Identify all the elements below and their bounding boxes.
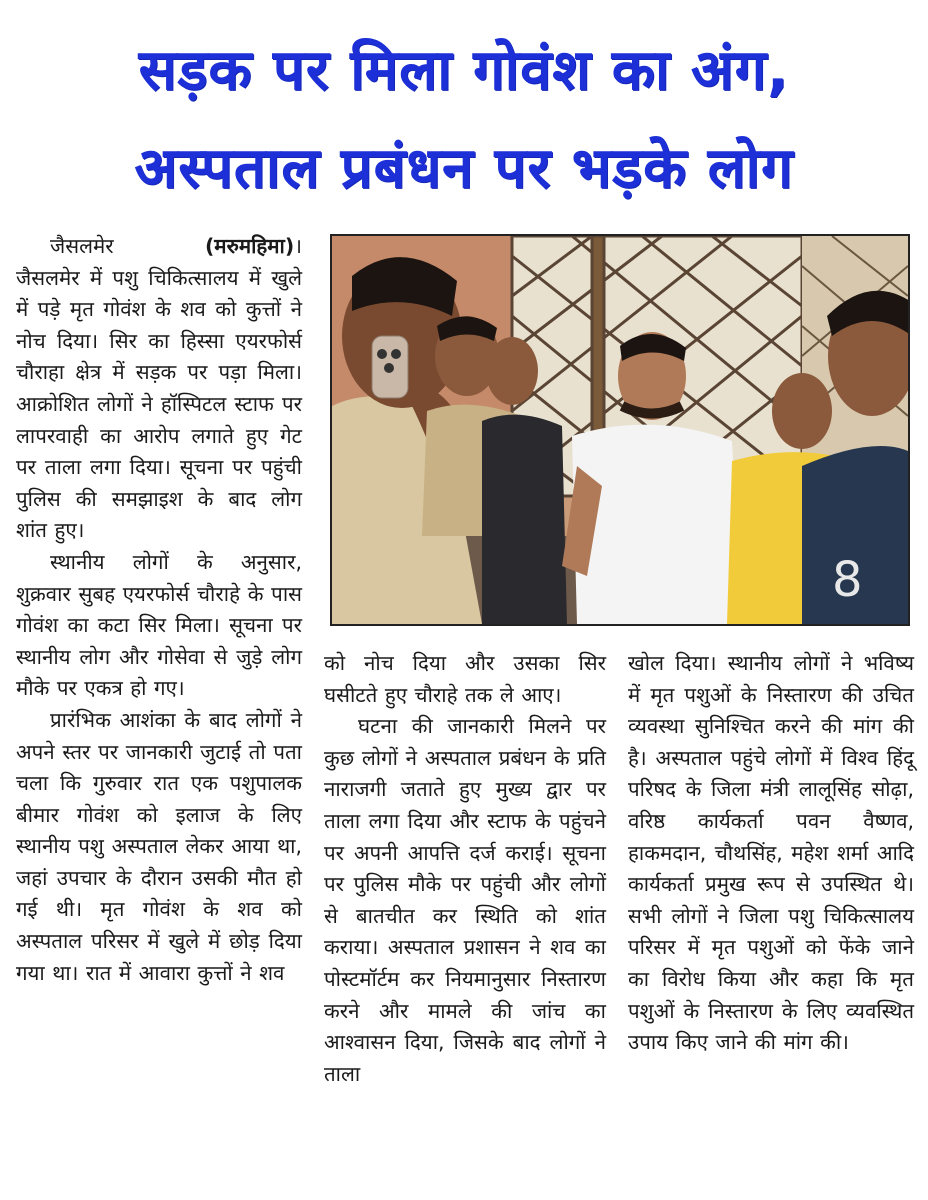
article-paragraph-5: घटना की जानकारी मिलने पर कुछ लोगों ने अस्पताल प्रबंधन के प्रति नाराजगी जताते हुए मुख्य द्वार पर ताला लगा दिया और स्टाफ के पहुंचने पर अपनी आपत्ति दर्ज कराई। सूचना पर पुलिस मौके पर पहुंची और लोगों से बातचीत कर स्थिति को शांत कराया। अस्पताल प्रशासन ने शव का पोस्टमॉर्टम कर नियमानुसार निस्तारण करने और मामले की जांच का आश्वासन दिया, जिसके बाद लोगों ने ताला — [324, 714, 606, 1086]
news-photo-illustration — [332, 236, 908, 624]
article-column-3 — [628, 648, 914, 1059]
dateline-source: (मरुमहिमा) — [204, 234, 295, 258]
article-paragraph-2: स्थानीय लोगों के अनुसार, शुक्रवार सुबह एयरफोर्स चौराहे के पास गोवंश का कटा सिर मिला। सूचना पर स्थानीय लोग और गोसेवा से जुड़े लोग मौके पर एकत्र हो गए। — [16, 549, 302, 701]
article-paragraph-6: खोल दिया। स्थानीय लोगों ने भविष्य में मृत पशुओं के निस्तारण की उचित व्यवस्था सुनिश्चित करने की मांग की है। अस्पताल पहुंचे लोगों में विश्व हिंदू परिषद के जिला मंत्री लालूसिंह सोढ़ा, वरिष्ठ कार्यकर्ता पवन वैष्णव, हाकमदान, चौथसिंह, महेश शर्मा आदि कार्यकर्ता प्रमुख रूप से उपस्थित थे। सभी लोगों ने जिला पशु चिकित्सालय परिसर में मृत पशुओं को फेंके जाने का विरोध किया और कहा कि मृत पशुओं के निस्तारण के लिए व्यवस्थित उपाय किए जाने की मांग की। — [628, 651, 914, 1055]
svg-text:8: 8 — [832, 552, 863, 608]
article-column-2 — [324, 648, 606, 1090]
article-column-1 — [16, 231, 302, 989]
headline-line-1: सड़क पर मिला गोवंश का अंग, — [138, 38, 790, 103]
article-paragraph-1: जैसलमेर में पशु चिकित्सालय में खुले में पड़े मृत गोवंश के शव को कुत्तों ने नोच दिया। सिर का हिस्सा एयरफोर्स चौराहा क्षेत्र में सड़क पर पड़ा मिला। आक्रोशित लोगों ने हॉस्पिटल स्टाफ पर लापरवाही का आरोप लगाते हुए गेट पर ताला लगा दिया। सूचना पर पहुंची पुलिस की समझाइश के बाद लोग शांत हुए। — [16, 265, 302, 543]
dateline-paragraph — [16, 231, 302, 547]
headline-line-2: अस्पताल प्रबंधन पर भड़के लोग — [134, 136, 794, 201]
article-paragraph-4: को नोच दिया और उसका सिर घसीटते हुए चौराहे तक ले आए। — [324, 651, 606, 707]
article-paragraph-3: प्रारंभिक आशंका के बाद लोगों ने अपने स्तर पर जानकारी जुटाई तो पता चला कि गुरुवार रात एक पशुपालक बीमार गोवंश को इलाज के लिए स्थानीय पशु अस्पताल लेकर आया था, जहां उपचार के दौरान उसकी मौत हो गई थी। मृत गोवंश के शव को अस्पताल परिसर में खुले में छोड़ दिया गया था। रात में आवारा कुत्तों ने शव — [16, 707, 302, 985]
dateline-end: । — [294, 234, 302, 258]
news-photo — [330, 234, 910, 626]
dateline-place: जैसलमेर — [50, 234, 114, 258]
